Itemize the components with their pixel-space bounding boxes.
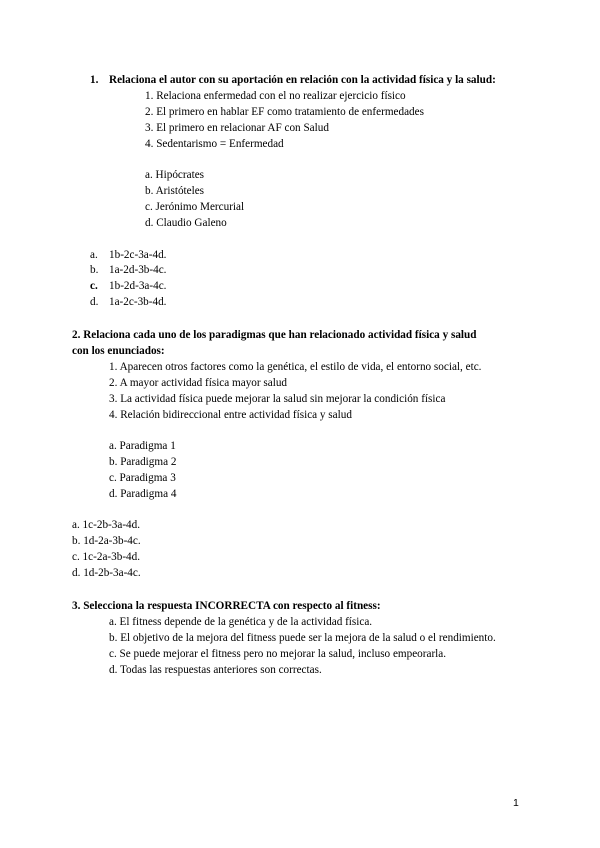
q2-title-line2: con los enunciados: (72, 345, 165, 357)
q3-option: a. El fitness depende de la genética y de la actividad física. (109, 616, 373, 628)
q2-option: a. 1c-2b-3a-4d. (72, 519, 141, 531)
q2-paradigm: a. Paradigma 1 (109, 440, 176, 452)
q1-author: a. Hipócrates (145, 169, 205, 181)
q1-option-text: 1a-2d-3b-4c. (109, 264, 167, 276)
q1-option-letter: a. (90, 249, 98, 261)
page-number: 1 (513, 797, 519, 809)
q2-paradigm: c. Paradigma 3 (109, 472, 176, 484)
q1-option-text: 1a-2c-3b-4d. (109, 296, 167, 308)
q1-option-text: 1b-2d-3a-4c. (109, 280, 167, 292)
q1-option-letter: d. (90, 296, 99, 308)
q1-author: d. Claudio Galeno (145, 217, 227, 229)
q2-title-line1: 2. Relaciona cada uno de los paradigmas que han relacionado actividad física y salud (72, 329, 477, 341)
q1-statement: 4. Sedentarismo = Enfermedad (145, 138, 284, 150)
q3-title: 3. Selecciona la respuesta INCORRECTA con respecto al fitness: (72, 600, 381, 612)
q2-paradigm: b. Paradigma 2 (109, 456, 177, 468)
q1-option-letter: c. (90, 280, 98, 292)
q1-number: 1. (90, 74, 99, 86)
q2-paradigm: d. Paradigma 4 (109, 488, 177, 500)
q2-statement: 3. La actividad física puede mejorar la salud sin mejorar la condición física (109, 393, 446, 405)
q2-statement: 2. A mayor actividad física mayor salud (109, 377, 288, 389)
q3-option: d. Todas las respuestas anteriores son correctas. (109, 664, 322, 676)
q2-statement: 1. Aparecen otros factores como la genética, el estilo de vida, el entorno social, etc. (109, 361, 482, 373)
q1-statement: 3. El primero en relacionar AF con Salud (145, 122, 329, 134)
q2-option: d. 1d-2b-3a-4c. (72, 567, 141, 579)
q1-statement: 2. El primero en hablar EF como tratamiento de enfermedades (145, 106, 424, 118)
q1-author: b. Aristóteles (145, 185, 205, 197)
q1-author: c. Jerónimo Mercurial (145, 201, 245, 213)
q2-option: c. 1c-2a-3b-4d. (72, 551, 141, 563)
q1-statement: 1. Relaciona enfermedad con el no realizar ejercicio físico (145, 90, 406, 102)
q1-option-text: 1b-2c-3a-4d. (109, 249, 167, 261)
q3-option: b. El objetivo de la mejora del fitness puede ser la mejora de la salud o el rendimiento. (109, 632, 496, 644)
q2-statement: 4. Relación bidireccional entre actividad física y salud (109, 409, 352, 421)
q1-title: Relaciona el autor con su aportación en relación con la actividad física y la salud: (109, 74, 496, 86)
q1-option-letter: b. (90, 264, 99, 276)
q2-option: b. 1d-2a-3b-4c. (72, 535, 141, 547)
q3-option: c. Se puede mejorar el fitness pero no mejorar la salud, incluso empeorarla. (109, 648, 447, 660)
